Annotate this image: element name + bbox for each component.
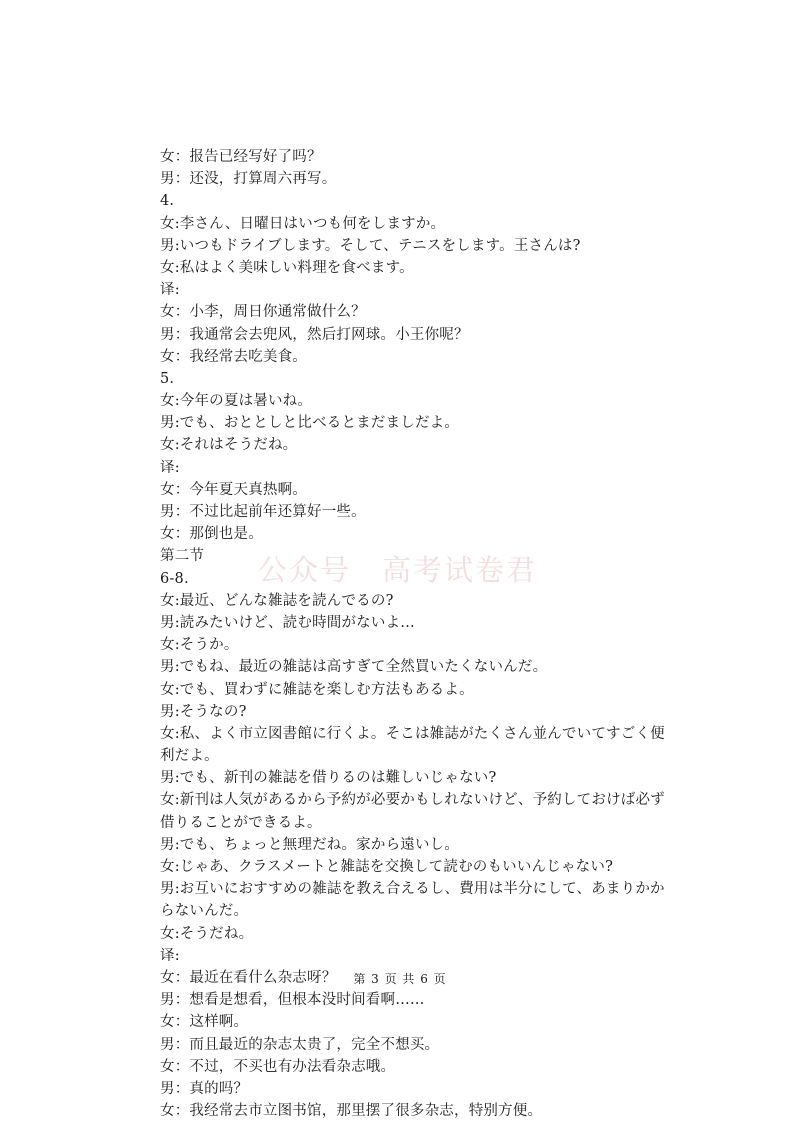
text-line: 借りることができるよ。: [160, 814, 322, 831]
text-line: 4.: [160, 193, 175, 210]
text-line: 女:私、よく市立図書館に行くよ。そこは雑誌がたくさん並んでいてすごく便: [160, 725, 665, 742]
text-line: 女：我经常去吃美食。: [160, 348, 307, 365]
text-line: 女:最近、どんな雑誌を読んでるの?: [160, 592, 394, 609]
text-line: 女:そうか。: [160, 637, 239, 654]
text-line: 男:読みたいけど、読む時間がないよ…: [160, 614, 415, 631]
text-line: 利だよ。: [160, 748, 219, 765]
text-line: 女：那倒也是。: [160, 526, 263, 543]
text-line: 女:でも、買わずに雑誌を楽しむ方法もあるよ。: [160, 681, 474, 698]
text-line: 女:今年の夏は暑いね。: [160, 393, 313, 410]
text-line: 女：这样啊。: [160, 1014, 249, 1031]
text-line: 女：最近在看什么杂志呀？: [160, 969, 337, 986]
text-line: 女:新刊は人気があるから予約が必要かもしれないけど、予約しておけば必ず: [160, 792, 665, 809]
page-footer: 第 3 页 共 6 页: [353, 972, 447, 986]
text-line: 男：我通常会去兜风，然后打网球。小王你呢？: [160, 326, 469, 343]
text-line: 男：不过比起前年还算好一些。: [160, 504, 366, 520]
text-line: 女:李さん、日曜日はいつも何をしますか。: [160, 215, 446, 232]
text-line: 女：不过，不买也有办法看杂志哦。: [160, 1058, 396, 1075]
text-line: 男：真的吗？: [160, 1080, 249, 1097]
watermark: 公众号 高考试卷君: [258, 553, 538, 587]
text-line: 6-8.: [160, 570, 189, 587]
text-line: 女：报告已经写好了吗？: [160, 149, 322, 165]
text-line: 5.: [160, 370, 175, 387]
text-line: 译:: [160, 947, 180, 964]
text-line: 女:じゃあ、クラスメートと雑誌を交換して読むのもいいんじゃない?: [160, 859, 614, 875]
text-line: 男:でも、新刊の雑誌を借りるのは難しいじゃない?: [160, 770, 497, 787]
text-line: 女：小李，周日你通常做什么？: [160, 304, 366, 321]
text-line: 女:それはそうだね。: [160, 437, 298, 454]
text-line: 男:そうなの?: [160, 703, 247, 720]
text-line: らないんだ。: [160, 903, 249, 920]
text-line: 译:: [160, 282, 180, 299]
text-line: 男:いつもドライブします。そして、テニスをします。王さんは?: [160, 237, 581, 254]
text-line: 女：今年夏天真热啊。: [160, 481, 307, 498]
text-line: 女:私はよく美味しい料理を食べます。: [160, 259, 414, 276]
text-line: 男:でもね、最近の雑誌は高すぎて全然買いたくないんだ。: [160, 659, 548, 676]
text-line: 男:お互いにおすすめの雑誌を教え合えるし、費用は半分にして、あまりかか: [160, 881, 665, 898]
text-line: 女：我经常去市立图书馆，那里摆了很多杂志，特别方便。: [160, 1103, 543, 1120]
text-line: 男：还没，打算周六再写。: [160, 171, 337, 188]
text-line: 男:でも、おととしと比べるとまだましだよ。: [160, 415, 460, 432]
text-line: 男：而且最近的杂志太贵了，完全不想买。: [160, 1036, 440, 1053]
text-line: 女:そうだね。: [160, 925, 254, 942]
text-line: 译:: [160, 459, 180, 476]
text-line: 男:でも、ちょっと無理だね。家から遠いし。: [160, 836, 460, 853]
text-line: 男：想看是想看，但根本没时间看啊……: [160, 992, 425, 1009]
text-line: 第二节: [160, 548, 205, 565]
